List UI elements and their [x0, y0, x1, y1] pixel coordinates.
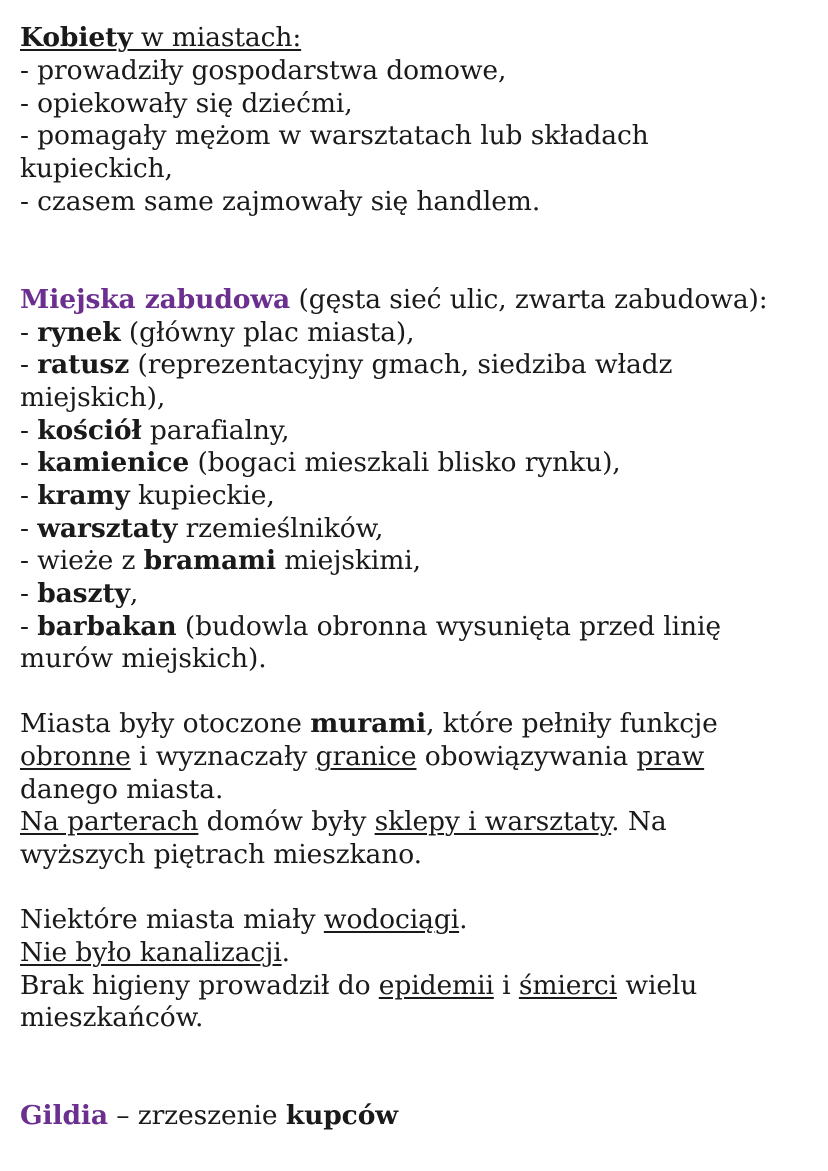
women-heading: [20, 21, 301, 55]
walls-line-3: danego miasta.: [20, 774, 224, 805]
text-run: domów były: [198, 806, 375, 837]
buildings-item-warsztaty: [20, 512, 383, 546]
text-underlined: Na parterach: [20, 806, 199, 837]
item-term: kramy: [37, 480, 130, 511]
item-desc: ,: [129, 578, 139, 609]
hygiene-line-1: [20, 903, 467, 937]
item-term: ratusz: [37, 349, 130, 380]
buildings-item-bramy: [20, 544, 421, 578]
text-underlined: wodociągi: [323, 904, 460, 935]
text-underlined: praw: [636, 741, 705, 772]
buildings-item-ratusz: [20, 348, 672, 382]
text-run: .: [281, 937, 290, 968]
text-underlined: śmierci: [518, 970, 618, 1001]
women-line-5: - czasem same zajmowały się handlem.: [20, 186, 541, 217]
text-run: .: [459, 904, 468, 935]
women-line-4: kupieckich,: [20, 153, 173, 184]
guild-mid: – zrzeszenie: [107, 1100, 286, 1131]
women-line-3: - pomagały mężom w warsztatach lub składach: [20, 120, 649, 151]
text-underlined: obronne: [20, 741, 131, 772]
guild-bold: kupców: [285, 1100, 398, 1131]
buildings-item-kramy: [20, 479, 275, 513]
buildings-item-barbakan-cont: murów miejskich).: [20, 643, 267, 674]
text-run: Miasta były otoczone: [20, 708, 311, 739]
item-term: rynek: [37, 317, 121, 348]
hygiene-line-3: [20, 969, 697, 1003]
buildings-item-barbakan: [20, 610, 721, 644]
item-desc: (reprezentacyjny gmach, siedziba władz: [129, 349, 673, 380]
item-desc: parafialny,: [141, 415, 290, 446]
item-dash: -: [20, 611, 38, 642]
text-run: . Na: [611, 806, 667, 837]
text-run: wielu: [617, 970, 698, 1001]
item-term: bramami: [143, 545, 276, 576]
buildings-item-kosciol: [20, 414, 290, 448]
item-desc: (budowla obronna wysunięta przed linię: [176, 611, 721, 642]
item-dash: -: [20, 317, 38, 348]
item-desc: - wieże z: [20, 545, 144, 576]
item-dash: -: [20, 513, 38, 544]
hygiene-line-4: mieszkańców.: [20, 1002, 204, 1033]
item-term: kościół: [37, 415, 142, 446]
text-run: i wyznaczały: [130, 741, 316, 772]
item-dash: -: [20, 578, 38, 609]
item-dash: -: [20, 349, 38, 380]
guild-title: Gildia: [20, 1100, 108, 1131]
item-desc: miejskimi,: [275, 545, 421, 576]
text-run: i: [493, 970, 519, 1001]
walls-line-1: [20, 707, 718, 741]
text-run: obowiązywania: [416, 741, 637, 772]
buildings-item-ratusz-cont: miejskich),: [20, 382, 166, 413]
item-term: warsztaty: [37, 513, 178, 544]
item-term: barbakan: [37, 611, 177, 642]
buildings-title-rest: (gęsta sieć ulic, zwarta zabudowa):: [290, 284, 768, 315]
text-underlined: granice: [315, 741, 417, 772]
buildings-item-kamienice: [20, 446, 621, 480]
item-desc: rzemieślników,: [177, 513, 384, 544]
buildings-title: Miejska zabudowa: [20, 284, 291, 315]
item-desc: (główny plac miasta),: [120, 317, 415, 348]
buildings-heading: [20, 283, 768, 317]
women-line-2: - opiekowały się dziećmi,: [20, 88, 353, 119]
item-desc: (bogaci mieszkali blisko rynku),: [189, 447, 621, 478]
buildings-item-baszty: [20, 577, 138, 611]
walls-line-2: [20, 740, 704, 774]
text-run: Brak higieny prowadził do: [20, 970, 379, 1001]
item-term: kamienice: [37, 447, 190, 478]
item-dash: -: [20, 447, 38, 478]
women-heading-bold: Kobiety: [20, 22, 133, 53]
text-underlined: Nie było kanalizacji: [20, 937, 282, 968]
walls-line-5: wyższych piętrach mieszkano.: [20, 839, 422, 870]
item-desc: kupieckie,: [129, 480, 275, 511]
walls-line-4: [20, 805, 667, 839]
text-run: , które pełniły funkcje: [426, 708, 718, 739]
text-underlined: sklepy i warsztaty: [374, 806, 612, 837]
item-dash: -: [20, 480, 38, 511]
hygiene-line-2: [20, 936, 290, 970]
text-bold: murami: [310, 708, 427, 739]
women-line-1: - prowadziły gospodarstwa domowe,: [20, 55, 507, 86]
text-underlined: epidemii: [378, 970, 494, 1001]
women-heading-rest: w miastach:: [132, 22, 302, 53]
buildings-item-rynek: [20, 316, 414, 350]
item-dash: -: [20, 415, 38, 446]
text-run: Niektóre miasta miały: [20, 904, 324, 935]
item-term: baszty: [37, 578, 130, 609]
guild-line: [20, 1099, 398, 1133]
